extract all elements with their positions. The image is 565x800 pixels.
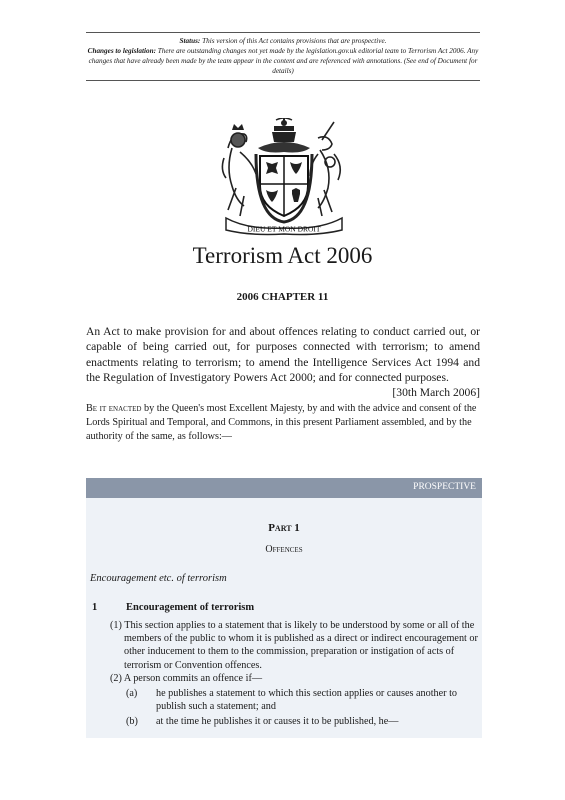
long-title [86, 324, 480, 400]
changes-text: There are outstanding changes not yet made by the legislation.gov.uk editorial team to Terrorism Act 2006. Any changes that have already been made by the team appear in the content and are referenced with annotations. (See end of Document for details) [88, 47, 479, 75]
section-title: Encouragement of terrorism [126, 602, 255, 613]
enact-lead: Be it enacted [86, 403, 142, 414]
paragraph-b [126, 715, 480, 729]
changes-label: Changes to legislation: [87, 47, 156, 55]
paragraph-label: (a) [126, 688, 138, 699]
crest-motto: DIEU ET MON DROIT [247, 224, 321, 234]
enacting-formula [86, 402, 482, 444]
status-label: Status: [179, 37, 201, 45]
paragraph-text: at the time he publishes it or causes it to be published, he— [156, 716, 399, 727]
prospective-content [86, 498, 482, 738]
long-title-text: An Act to make provision for and about offences relating to conduct carried out, or capable of being carried out, for purposes connected with terrorism; to amend enactments relating to terrorism; to amend the Intelligence Services Act 1994 and the Regulation of Investigatory Powers Act 2000; and for connected purposes. [86, 325, 480, 384]
paragraph-text: he publishes a statement to which this section applies or causes another to publish such a statement; and [156, 688, 458, 713]
assent-date: [30th March 2006] [392, 386, 480, 400]
act-title: Terrorism Act 2006 [192, 243, 373, 268]
royal-coat-of-arms-icon [218, 118, 350, 236]
paragraph-a [126, 687, 480, 715]
subsection-1: (1) This section applies to a statement that is likely to be understood by some or all of the members of the public to whom it is published as a direct or indirect encouragement or other inducement to them to the commission, preparation or instigation of acts of terrorism or Convention offences. [110, 620, 478, 671]
paragraph-label: (b) [126, 716, 138, 727]
status-text: This version of this Act contains provisions that are prospective. [202, 37, 387, 45]
section-number: 1 [92, 602, 98, 613]
crossheading: Encouragement etc. of terrorism [90, 573, 227, 584]
part-title: Offences [265, 544, 303, 555]
part-number: Part 1 [268, 522, 300, 534]
prospective-banner: PROSPECTIVE [86, 478, 482, 498]
enact-text: by the Queen's most Excellent Majesty, by and with the advice and consent of the Lords Spiritual and Temporal, and Commons, in this present Parliament assembled, and by the authority of the same, as follows:— [86, 403, 477, 442]
act-chapter: 2006 CHAPTER 11 [236, 291, 329, 303]
subsection-2: (2) A person commits an offence if— [110, 673, 263, 684]
status-banner [86, 32, 480, 81]
